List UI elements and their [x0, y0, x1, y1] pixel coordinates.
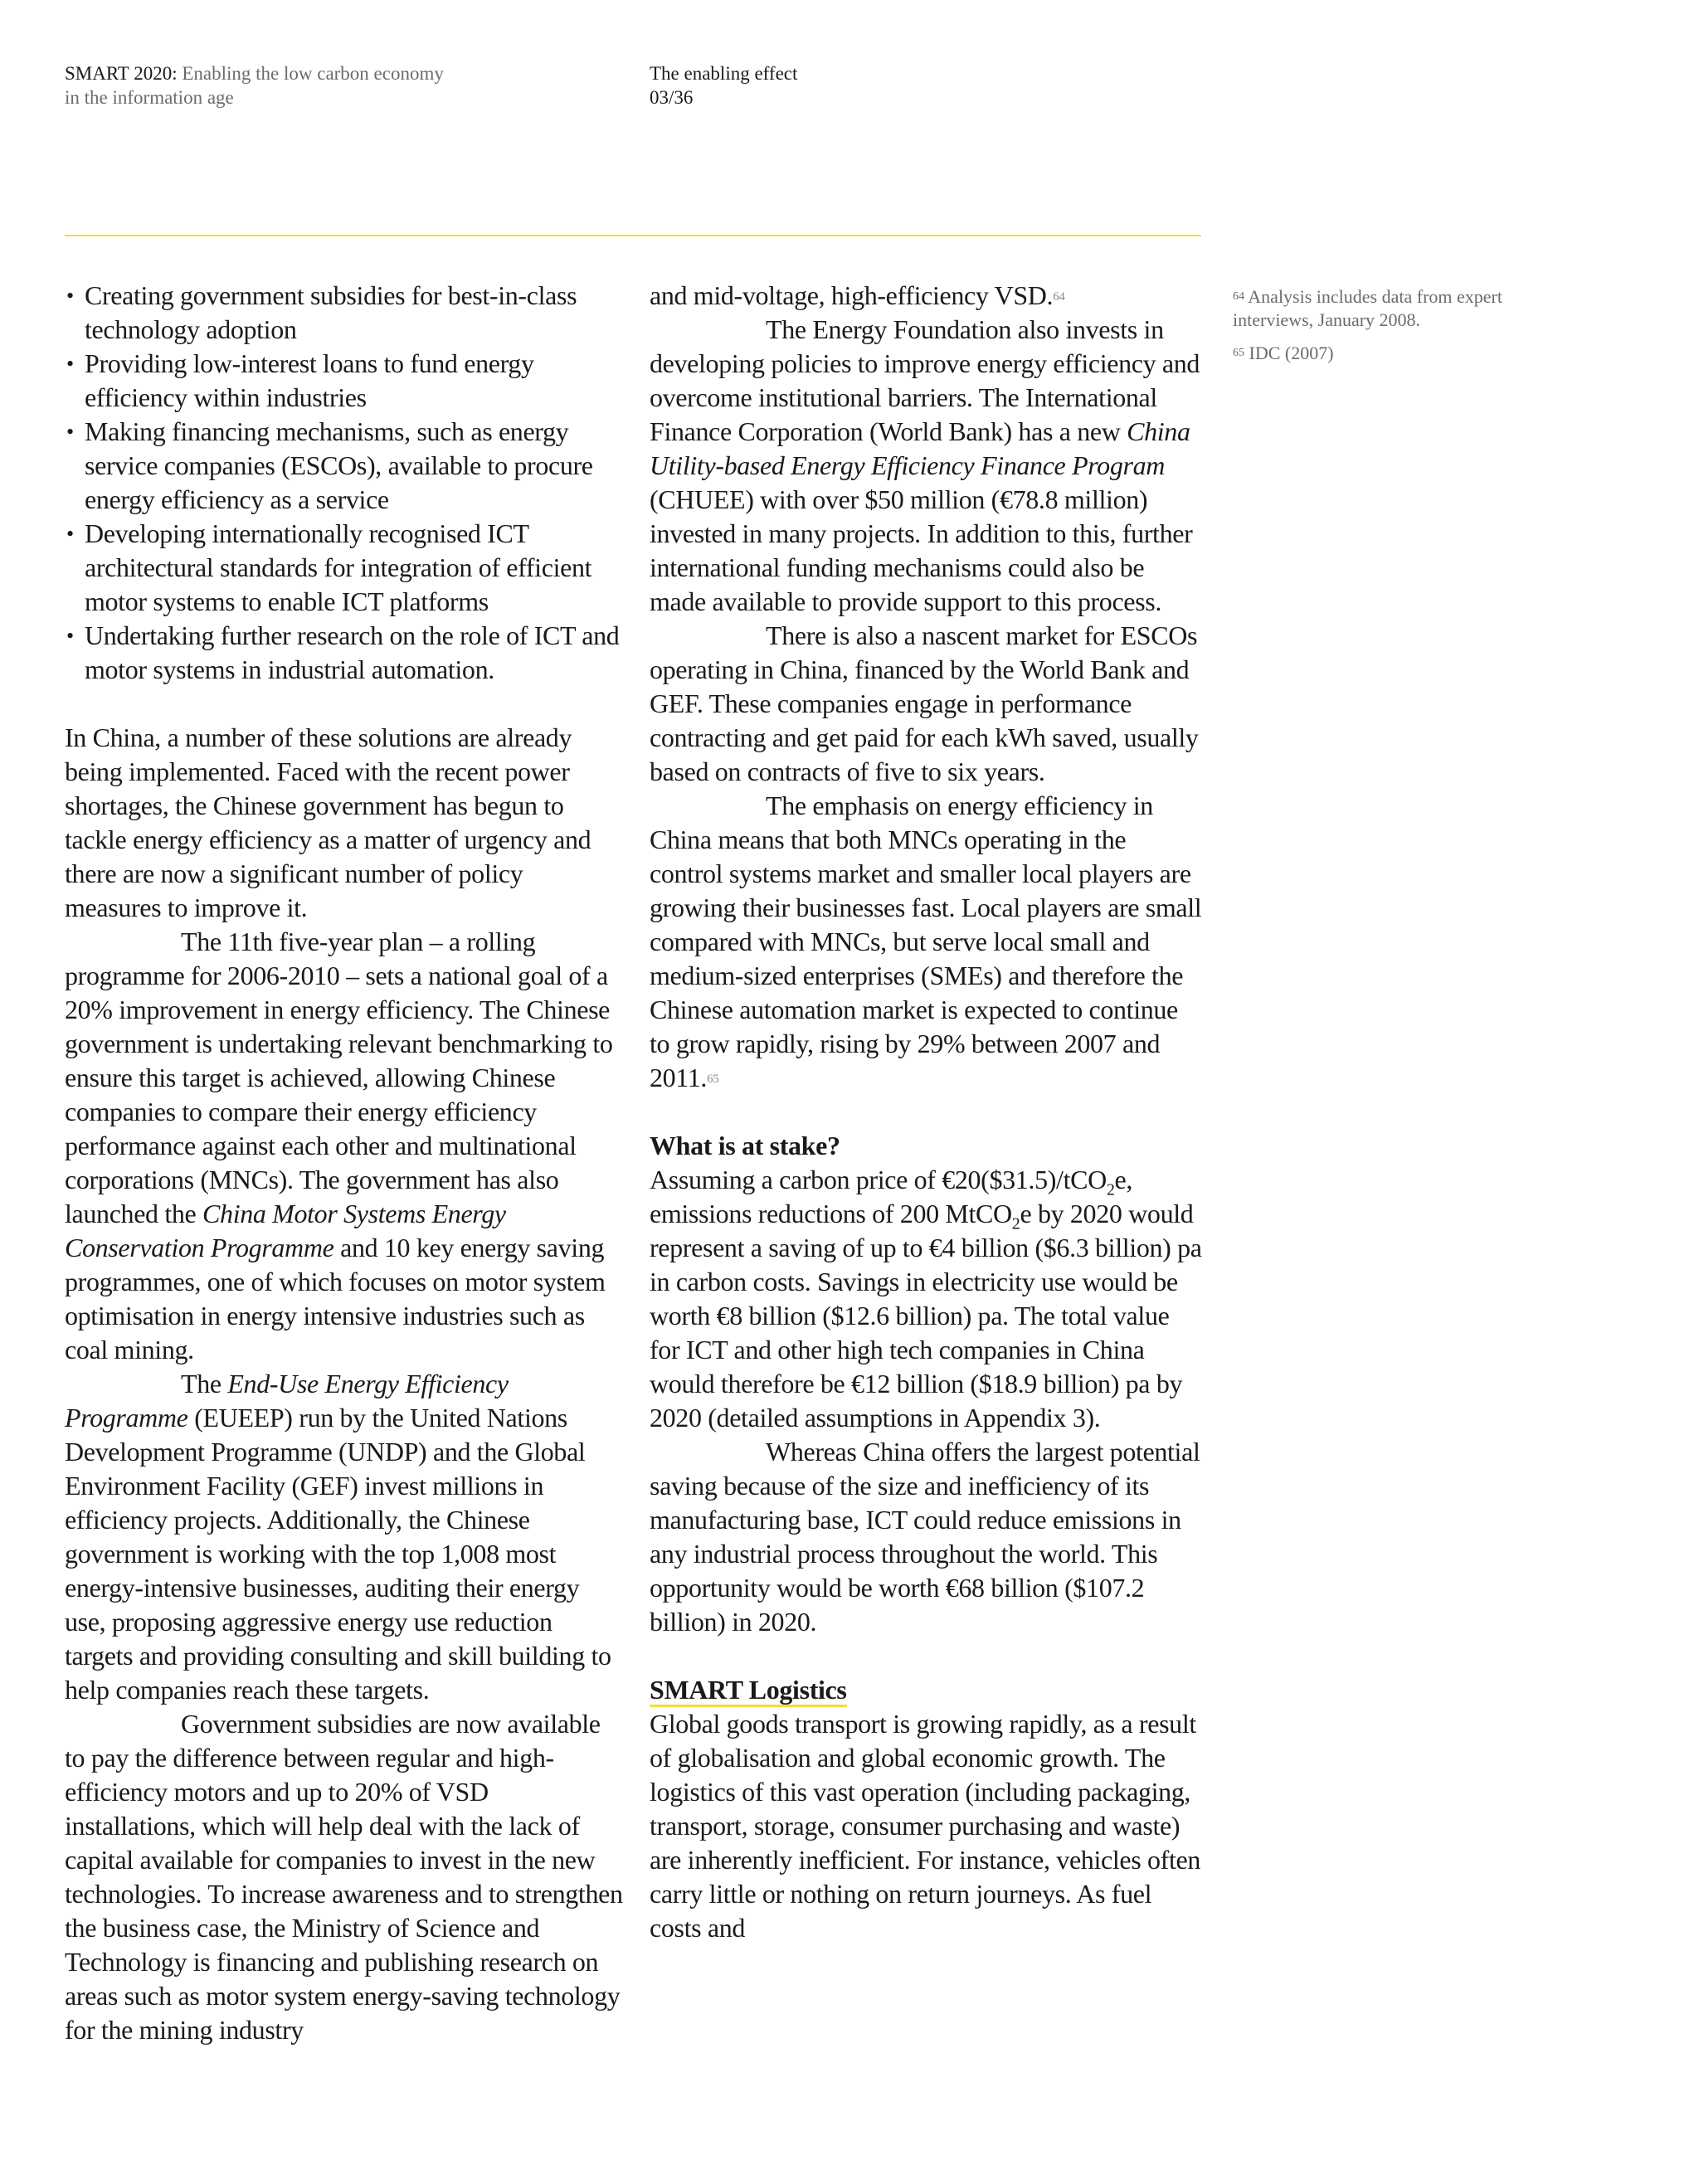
section-title: The enabling effect — [650, 63, 798, 84]
body-column-right — [650, 279, 1202, 1945]
paragraph: The 11th five-year plan – a rolling programme for 2006-2010 – sets a national goal of a 20% improvement in energy efficiency. The Chinese government is undertaking relevant benchmarking to ensure this target is achieved, allowing Chinese companies to compare their energy efficiency performance against each other and multinational corporations (MNCs). The government has also launched the China Motor Systems Energy Conservation Programme and 10 key energy saving programmes, one of which focuses on motor system optimisation in energy intensive industries such as coal mining. — [65, 927, 613, 1364]
footnote: $^{65}$ IDC (2007) — [1233, 343, 1334, 363]
paragraph: The emphasis on energy efficiency in China means that both MNCs operating in the control systems market and smaller local players are growing their businesses fast. Local players are small compared with MNCs, but serve local small and medium-sized enterprises (SMEs) and therefore the Chinese automation market is expected to continue to grow rapidly, rising by 29% between 2007 and 2011.65 — [650, 790, 1202, 1092]
doc-subtitle: Enabling the low carbon economy in the information age — [65, 63, 444, 108]
list-item: • Creating government subsidies for best-in-class technology adoption — [65, 279, 626, 347]
paragraph: The End-Use Energy Efficiency Programme (EUEEP) run by the United Nations Development Programme (UNDP) and the Global Environment Facility (GEF) invest millions in efficiency projects. Additionally, the Chinese government is working with the top 1,008 most energy-intensive businesses, auditing their energy use, proposing aggressive energy use reduction targets and providing consulting and skill building to help companies reach these targets. — [65, 1369, 611, 1705]
section-heading-stake: What is at stake? — [650, 1131, 840, 1160]
section-heading-logistics: SMART Logistics — [650, 1673, 1202, 1707]
page-number: 03/36 — [650, 87, 694, 108]
body-column-left — [65, 279, 626, 2047]
list-item: • Providing low-interest loans to fund energy efficiency within industries — [65, 347, 626, 415]
spacer — [650, 1095, 1202, 1129]
running-header-left — [65, 61, 446, 109]
header-divider — [65, 235, 1201, 236]
footnotes — [1233, 285, 1565, 375]
paragraph: Global goods transport is growing rapidly, as a result of globalisation and global economic growth. The logistics of this vast operation (including packaging, transport, storage, consumer purchasing and waste) are inherently inefficient. For instance, vehicles often carry little or nothing on return journeys. As fuel costs and — [650, 1709, 1200, 1943]
running-header-right — [650, 61, 981, 109]
doc-title: SMART 2020: — [65, 63, 178, 84]
list-item: • Making financing mechanisms, such as energy service companies (ESCOs), available to procure energy efficiency as a service — [65, 415, 626, 517]
paragraph: Government subsidies are now available to pay the difference between regular and high-efficiency motors and up to 20% of VSD installations, which will help deal with the lack of capital available for companies to invest in the new technologies. To increase awareness and to strengthen the business case, the Ministry of Science and Technology is financing and publishing research on areas such as motor system energy-saving technology for the mining industry — [65, 1709, 623, 2045]
recommendation-list — [65, 279, 626, 687]
paragraph: In China, a number of these solutions are already being implemented. Faced with the recent power shortages, the Chinese government has begun to tackle energy efficiency as a matter of urgency and there are now a significant number of policy measures to improve it. — [65, 722, 591, 922]
paragraph: Assuming a carbon price of €20($31.5)/tCO$_2$e, emissions reductions of 200 MtCO$_2$e by 2020 would represent a saving of up to €4 billion ($6.3 billion) pa in carbon costs. Savings in electricity use would be worth €8 billion ($12.6 billion) pa. The total value for ICT and other high tech companies in China would therefore be €12 billion ($18.9 billion) pa by 2020 (detailed assumptions in Appendix 3). — [650, 1165, 1202, 1432]
paragraph: There is also a nascent market for ESCOs operating in China, financed by the World Bank and GEF. These companies engage in performance contracting and get paid for each kWh saved, usually based on contracts of five to six years. — [650, 620, 1199, 786]
programme-name: End-Use Energy Efficiency Programme — [65, 1369, 509, 1432]
paragraph: and mid-voltage, high-efficiency VSD.$^{64}$ — [650, 280, 1065, 310]
footnote-ref[interactable]: 65 — [707, 1073, 719, 1086]
programme-name: China Motor Systems Energy Conservation Programme — [65, 1199, 506, 1262]
list-item: • Developing internationally recognised ICT architectural standards for integration of efficient motor systems to enable ICT platforms — [65, 517, 626, 619]
spacer — [650, 1639, 1202, 1673]
list-item: • Undertaking further research on the role of ICT and motor systems in industrial automation. — [65, 619, 626, 687]
footnote-ref[interactable]: 64 — [1053, 290, 1065, 304]
footnote: $^{64}$ Analysis includes data from expert interviews, January 2008. — [1233, 286, 1502, 330]
paragraph: The Energy Foundation also invests in developing policies to improve energy efficiency and overcome institutional barriers. The International Finance Corporation (World Bank) has a new China Utility-based Energy Efficiency Finance Program (CHUEE) with over $50 million (€78.8 million) invested in many projects. In addition to this, further international funding mechanisms could also be made available to provide support to this process. — [650, 314, 1200, 616]
programme-name: China Utility-based Energy Efficiency Finance Program — [650, 416, 1190, 480]
spacer — [65, 687, 626, 721]
paragraph: Whereas China offers the largest potential saving because of the size and inefficiency of its manufacturing base, ICT could reduce emissions in any industrial process throughout the world. This opportunity would be worth €68 billion ($107.2 billion) in 2020. — [650, 1437, 1200, 1637]
